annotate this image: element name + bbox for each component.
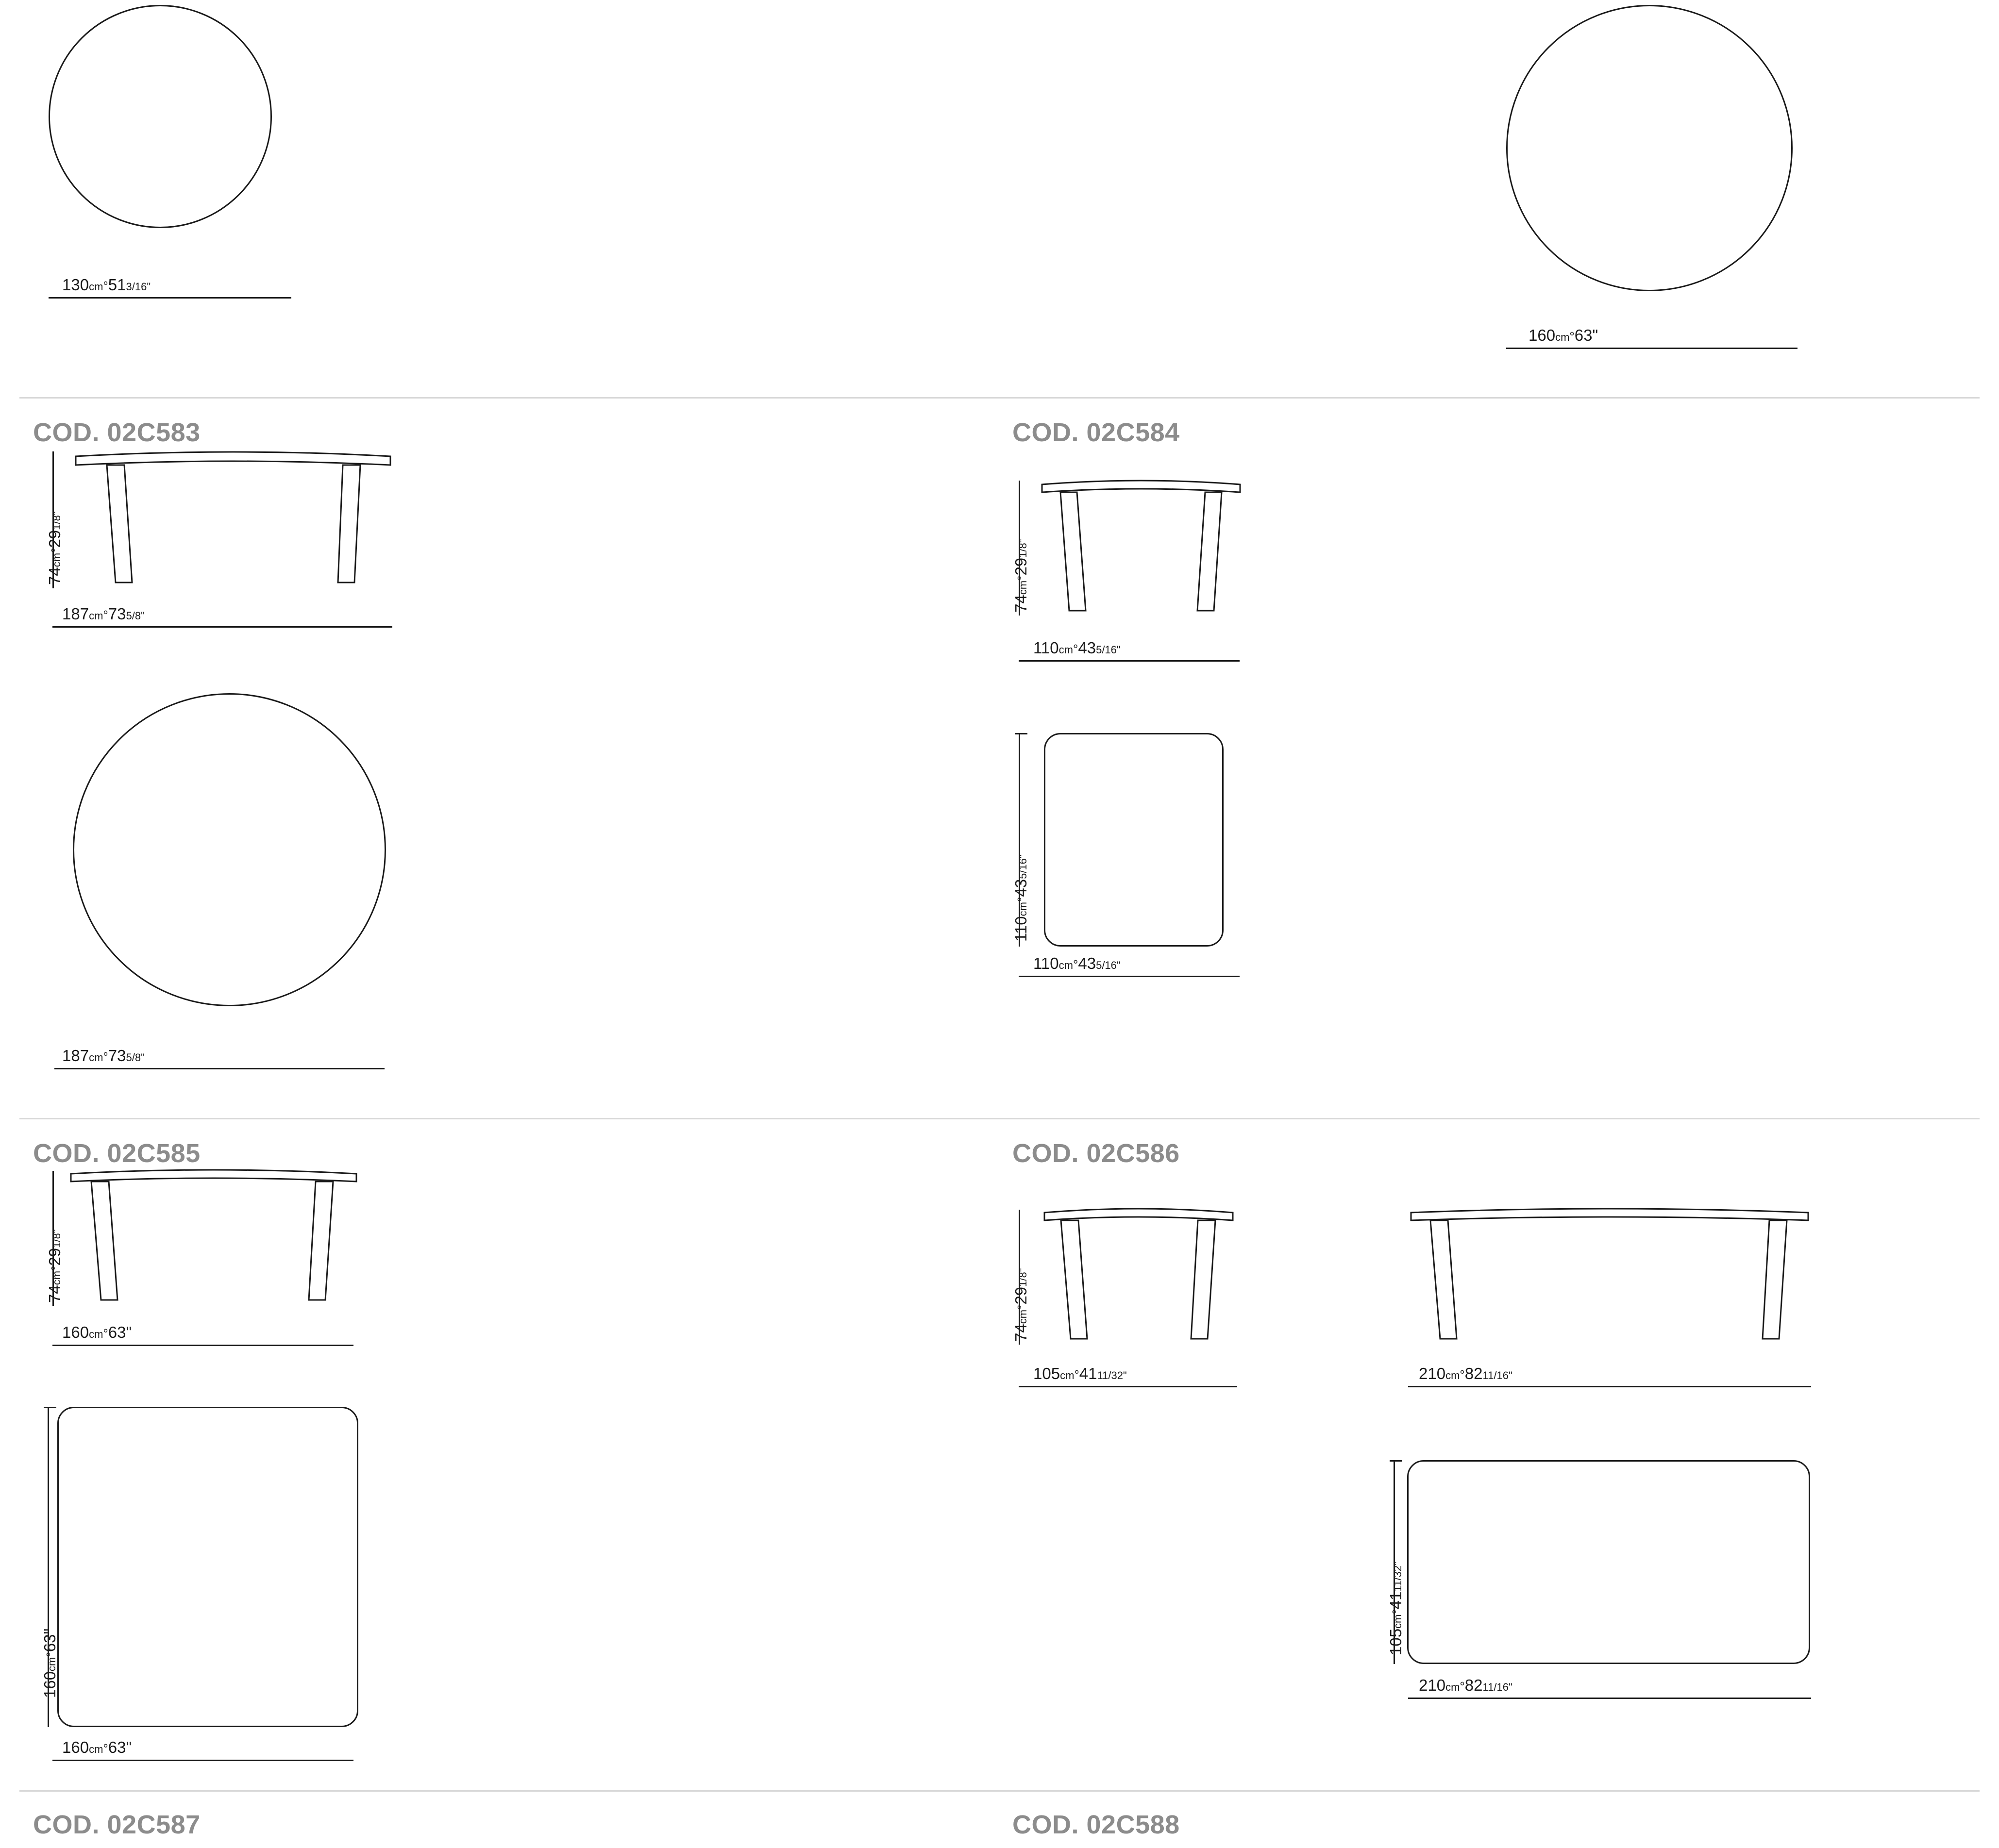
dim-unit: cm bbox=[1060, 1369, 1075, 1382]
square-table-top-110 bbox=[1044, 733, 1224, 947]
dim-unit: cm bbox=[1017, 902, 1029, 916]
dim-value-cm: 210 bbox=[1419, 1676, 1446, 1694]
dim-value-in: 82 bbox=[1464, 1365, 1483, 1382]
dim-value-cm: 74 bbox=[46, 567, 64, 585]
section-divider-1 bbox=[19, 397, 1980, 399]
dim-value-cm: 160 bbox=[1529, 326, 1556, 344]
dim-frac: 5/8" bbox=[126, 610, 145, 622]
dim-frac: 1/8" bbox=[1017, 1268, 1029, 1287]
code-02C583: COD. 02C583 bbox=[33, 418, 201, 447]
dim-sep: ° bbox=[1073, 957, 1078, 972]
dim-unit: cm bbox=[50, 552, 63, 567]
dim-frac: 1/8" bbox=[50, 1229, 63, 1248]
dim-value-cm: 105 bbox=[1033, 1365, 1060, 1382]
dim-value-in: 51 bbox=[108, 276, 126, 294]
dim-unit: cm bbox=[1017, 580, 1029, 595]
dim-unit: cm bbox=[1017, 1309, 1029, 1324]
round-table-top-130 bbox=[49, 5, 272, 228]
dim-unit: cm bbox=[1445, 1369, 1460, 1382]
dim-sep: ° bbox=[1074, 1367, 1079, 1382]
dim-label-210-plan bbox=[1419, 1677, 1512, 1693]
dim-frac: 11/32" bbox=[1392, 1562, 1404, 1592]
table-elevation-187 bbox=[73, 446, 393, 606]
dim-sep: ° bbox=[1460, 1367, 1465, 1382]
dim-unit: cm bbox=[50, 1270, 63, 1285]
dim-value-in: 41 bbox=[1079, 1365, 1097, 1382]
dim-value-in: 29 bbox=[46, 1248, 64, 1266]
dim-line-160-elev bbox=[52, 1345, 353, 1346]
dim-value-in: 29 bbox=[1012, 557, 1030, 576]
dim-unit: cm bbox=[46, 1657, 58, 1671]
dim-tick-160-top bbox=[44, 1407, 56, 1408]
dim-label-110-plan bbox=[1033, 955, 1121, 971]
dim-sep: ° bbox=[1073, 642, 1078, 656]
dim-value-cm: 160 bbox=[62, 1738, 89, 1756]
dim-line-210-plan bbox=[1408, 1698, 1811, 1699]
dim-line-160-plan bbox=[52, 1760, 353, 1761]
dim-unit: cm bbox=[89, 1743, 103, 1755]
dim-value-cm: 74 bbox=[1012, 1324, 1030, 1342]
dim-value-cm: 105 bbox=[1387, 1628, 1405, 1655]
dim-sep: ° bbox=[103, 1326, 108, 1341]
dim-value-in: 82 bbox=[1464, 1676, 1483, 1694]
dim-value-in: 63" bbox=[108, 1738, 132, 1756]
dim-sep: ° bbox=[1460, 1679, 1465, 1694]
table-elevation-160 bbox=[68, 1165, 359, 1320]
dim-label-160-vert bbox=[42, 1629, 58, 1698]
dim-sep: ° bbox=[1390, 1609, 1404, 1615]
code-02C588: COD. 02C588 bbox=[1012, 1810, 1180, 1839]
dim-line-105-elev bbox=[1019, 1386, 1237, 1387]
dim-sep: ° bbox=[1569, 329, 1575, 344]
dim-unit: cm bbox=[1555, 331, 1570, 343]
dim-label-210-elev bbox=[1419, 1365, 1512, 1382]
table-elevation-110 bbox=[1039, 476, 1243, 636]
dim-sep: ° bbox=[103, 1741, 108, 1756]
dim-label-160-plan bbox=[62, 1739, 132, 1755]
section-divider-2 bbox=[19, 1118, 1980, 1119]
dim-value-cm: 187 bbox=[62, 605, 89, 623]
dim-line-130 bbox=[49, 297, 291, 299]
dim-value-in: 73 bbox=[108, 605, 126, 623]
table-elevation-210 bbox=[1408, 1204, 1811, 1359]
dim-label-160-elev bbox=[62, 1324, 132, 1340]
dim-value-cm: 110 bbox=[1033, 639, 1059, 657]
dim-frac: 5/8" bbox=[126, 1051, 145, 1064]
dim-sep: ° bbox=[49, 1265, 63, 1271]
dim-tick-110-top bbox=[1015, 733, 1027, 734]
dim-frac: 11/32" bbox=[1097, 1369, 1127, 1382]
dim-value-in: 43 bbox=[1012, 879, 1030, 897]
dim-line-110-elev bbox=[1019, 660, 1240, 662]
dim-sep: ° bbox=[49, 548, 63, 553]
table-elevation-105 bbox=[1041, 1204, 1236, 1359]
dim-frac: 1/8" bbox=[1017, 539, 1029, 558]
dim-value-cm: 160 bbox=[62, 1323, 89, 1341]
dim-label-187-plan bbox=[62, 1048, 145, 1064]
dim-unit: cm bbox=[1392, 1614, 1404, 1629]
dim-frac: 11/16" bbox=[1482, 1369, 1512, 1382]
dim-label-105-vert bbox=[1388, 1562, 1404, 1655]
rect-table-top-210x105 bbox=[1407, 1460, 1810, 1664]
dim-sep: ° bbox=[103, 608, 108, 622]
dim-unit: cm bbox=[89, 1328, 103, 1340]
code-02C586: COD. 02C586 bbox=[1012, 1139, 1180, 1168]
dim-line-160-top bbox=[1506, 348, 1797, 349]
dim-line-110-plan bbox=[1019, 976, 1240, 977]
code-02C584: COD. 02C584 bbox=[1012, 418, 1180, 447]
dim-label-187-elev bbox=[62, 606, 145, 622]
dim-value-in: 29 bbox=[46, 530, 64, 548]
dim-frac: 11/16" bbox=[1482, 1681, 1512, 1693]
dim-sep: ° bbox=[1015, 1304, 1029, 1310]
square-table-top-160 bbox=[57, 1407, 358, 1727]
dim-frac: 3/16" bbox=[126, 281, 151, 293]
dim-unit: cm bbox=[89, 281, 103, 293]
dim-value-in: 29 bbox=[1012, 1286, 1030, 1305]
dim-value-in: 43 bbox=[1078, 954, 1096, 972]
dim-value-cm: 130 bbox=[62, 276, 89, 294]
dim-sep: ° bbox=[44, 1652, 58, 1657]
dim-frac: 5/16" bbox=[1096, 959, 1121, 971]
dim-tick-105-top bbox=[1390, 1460, 1402, 1462]
dim-frac: 1/8" bbox=[50, 511, 63, 530]
dim-label-160-top bbox=[1529, 327, 1598, 343]
dim-sep: ° bbox=[103, 279, 108, 293]
dim-value-in: 63" bbox=[108, 1323, 132, 1341]
dim-value-cm: 110 bbox=[1012, 916, 1030, 942]
dim-label-74-a bbox=[47, 511, 63, 585]
dim-value-in: 73 bbox=[108, 1047, 126, 1065]
dim-value-in: 63" bbox=[41, 1628, 59, 1652]
round-table-top-160 bbox=[1506, 5, 1793, 291]
dim-value-cm: 187 bbox=[62, 1047, 89, 1065]
dim-value-cm: 210 bbox=[1419, 1365, 1446, 1382]
dim-unit: cm bbox=[1058, 644, 1073, 656]
dim-value-cm: 160 bbox=[41, 1671, 59, 1698]
dim-value-in: 63" bbox=[1574, 326, 1598, 344]
dim-value-in: 43 bbox=[1078, 639, 1096, 657]
dim-unit: cm bbox=[89, 1051, 103, 1064]
dim-sep: ° bbox=[103, 1049, 108, 1064]
section-divider-3 bbox=[19, 1790, 1980, 1792]
dim-unit: cm bbox=[89, 610, 103, 622]
dim-line-187-plan bbox=[54, 1068, 385, 1069]
dim-unit: cm bbox=[1058, 959, 1073, 971]
round-table-top-187 bbox=[73, 693, 386, 1006]
dim-frac: 5/16" bbox=[1017, 854, 1029, 879]
dim-label-74-b bbox=[1013, 539, 1029, 613]
dim-frac: 5/16" bbox=[1096, 644, 1121, 656]
dim-value-cm: 74 bbox=[46, 1285, 64, 1303]
dim-label-130 bbox=[62, 277, 151, 293]
dim-value-cm: 74 bbox=[1012, 595, 1030, 613]
dim-unit: cm bbox=[1445, 1681, 1460, 1693]
dim-label-105-elev bbox=[1033, 1365, 1127, 1382]
dim-label-110-elev bbox=[1033, 640, 1121, 656]
dim-line-187-elev bbox=[52, 626, 392, 628]
dim-label-74-c bbox=[47, 1229, 63, 1303]
dim-line-210-elev bbox=[1408, 1386, 1811, 1387]
dim-value-cm: 110 bbox=[1033, 954, 1059, 972]
dim-value-in: 41 bbox=[1387, 1591, 1405, 1610]
dim-label-74-d bbox=[1013, 1268, 1029, 1342]
dim-label-110-vert bbox=[1013, 854, 1029, 942]
code-02C587: COD. 02C587 bbox=[33, 1810, 201, 1839]
dim-sep: ° bbox=[1015, 897, 1029, 902]
dim-sep: ° bbox=[1015, 575, 1029, 581]
code-02C585: COD. 02C585 bbox=[33, 1139, 201, 1168]
